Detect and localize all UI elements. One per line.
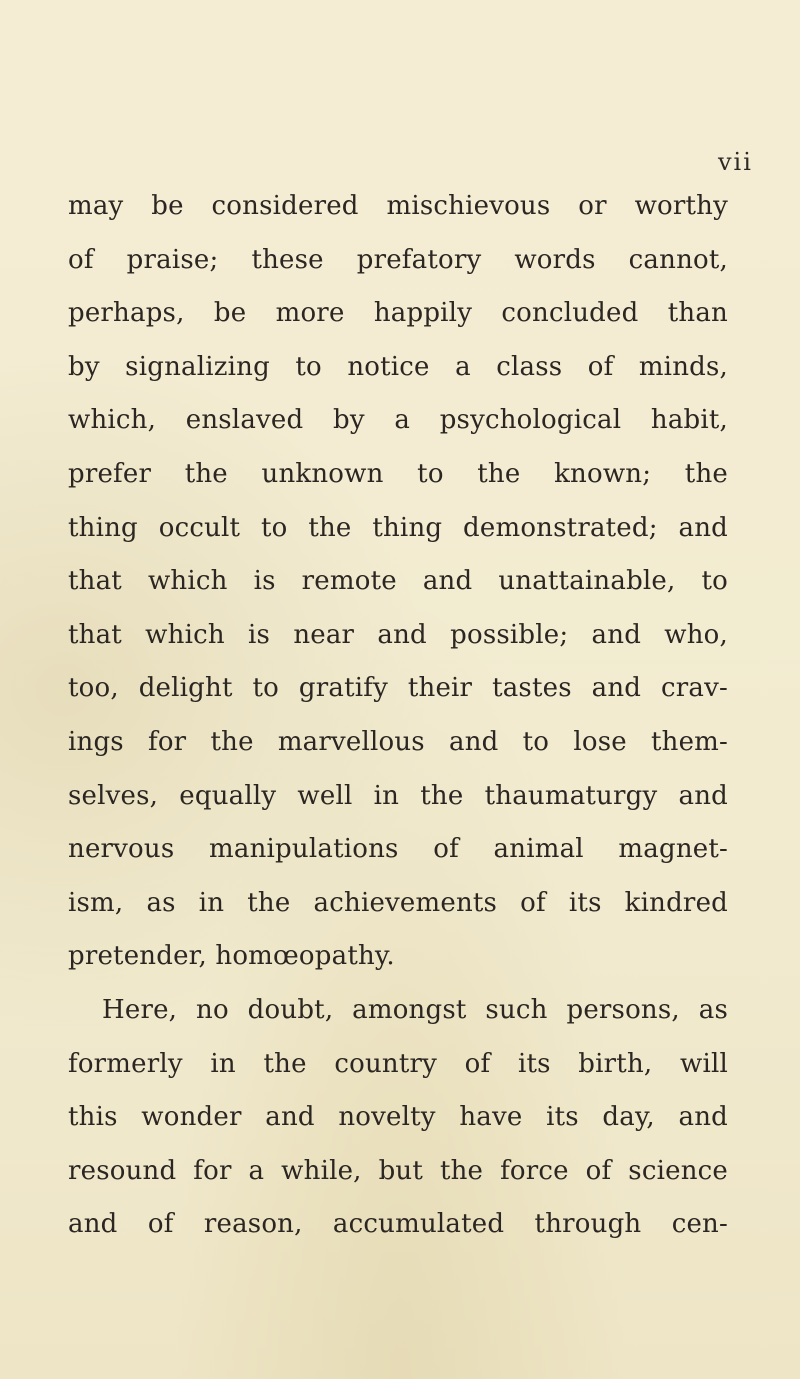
text-line: this wonder and novelty have its day, and (68, 1102, 728, 1133)
text-line: ism, as in the achievements of its kindred (68, 887, 728, 918)
body-text (68, 180, 728, 1252)
page-number: vii (718, 148, 753, 176)
text-line: too, delight to gratify their tastes and crav- (68, 673, 728, 704)
text-line: formerly in the country of its birth, will (68, 1048, 728, 1079)
text-line: thing occult to the thing demonstrated; and (68, 512, 728, 543)
text-line: and of reason, accumulated through cen- (68, 1209, 728, 1240)
text-line: pretender, homœopathy. (68, 941, 395, 972)
text-line: perhaps, be more happily concluded than (68, 298, 728, 329)
text-line: that which is near and possible; and who, (68, 619, 728, 650)
text-line: prefer the unknown to the known; the (68, 458, 728, 489)
text-line: by signalizing to notice a class of minds, (68, 351, 728, 382)
text-line: nervous manipulations of animal magnet- (68, 834, 728, 865)
text-line: may be considered mischievous or worthy (68, 191, 728, 221)
text-line: ings for the marvellous and to lose them- (68, 726, 728, 757)
text-line: Here, no doubt, amongst such persons, as (102, 994, 728, 1025)
text-line: which, enslaved by a psychological habit, (68, 405, 728, 436)
text-line: that which is remote and unattainable, to (68, 566, 728, 597)
text-line: resound for a while, but the force of science (68, 1155, 728, 1186)
text-line: of praise; these prefatory words cannot, (68, 244, 728, 275)
text-line: selves, equally well in the thaumaturgy and (68, 780, 728, 811)
